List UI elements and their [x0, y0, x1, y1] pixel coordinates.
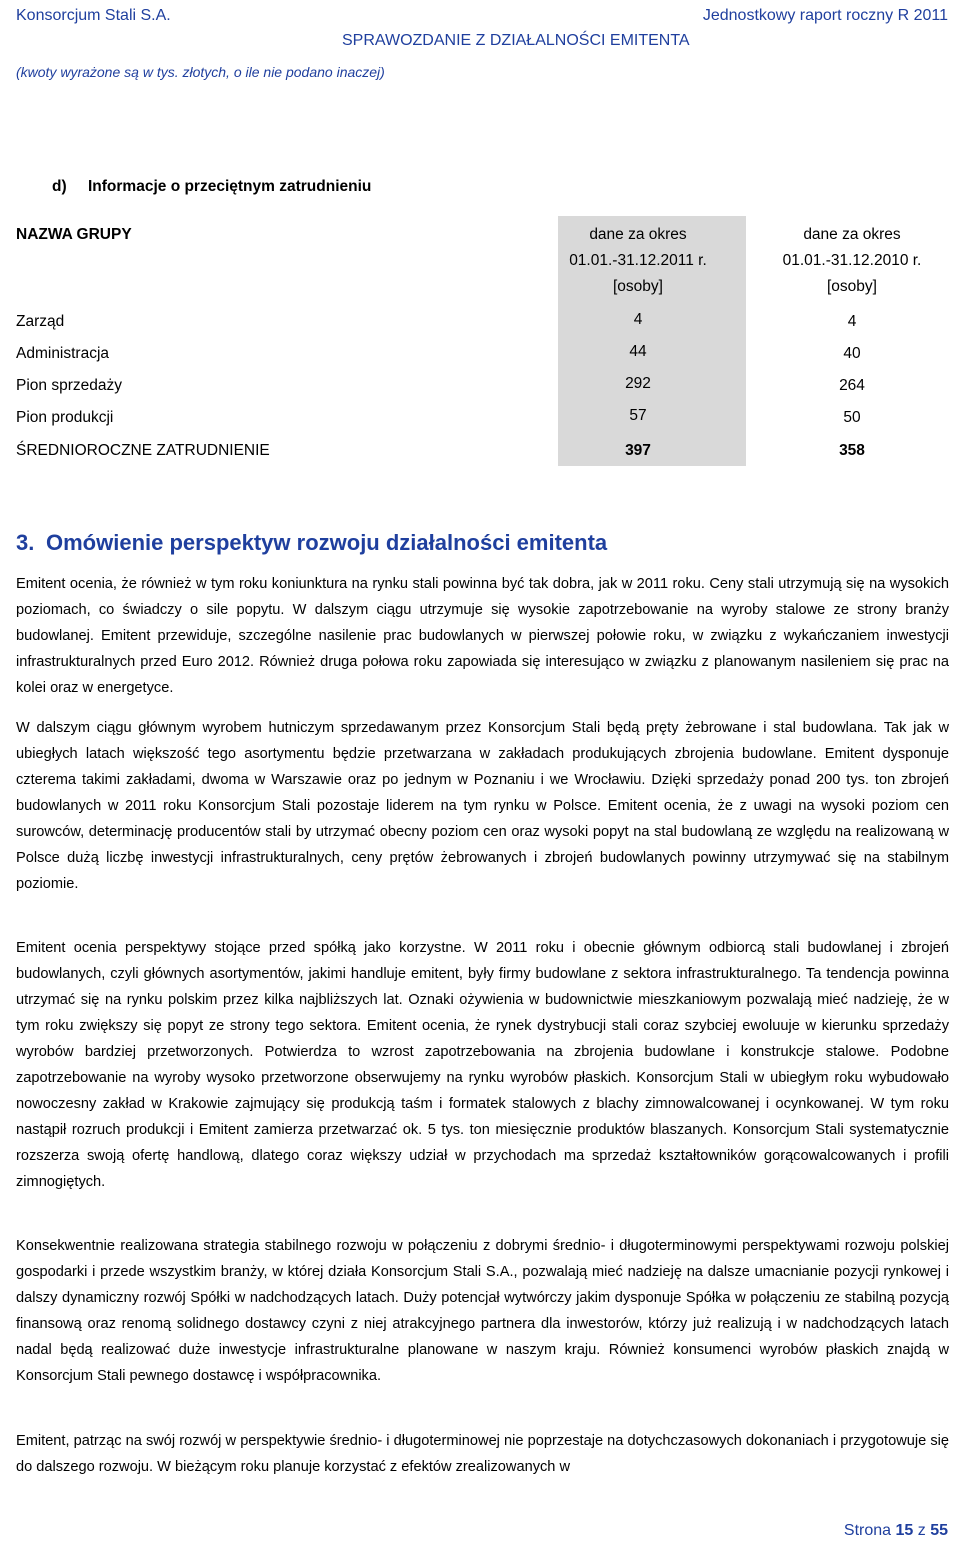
- column-header-2010-line3: [osoby]: [827, 278, 877, 295]
- table-cell-2010: 50: [843, 409, 861, 426]
- table-cell-2010: 264: [839, 377, 865, 394]
- table-row-label: Administracja: [16, 345, 110, 362]
- column-header-2010-line2: 01.01.-31.12.2010 r.: [782, 252, 922, 269]
- paragraph: Emitent ocenia perspektywy stojące przed spółką jako korzystne. W 2011 roku i obecnie głównym odbiorcą stali budowlanej i zbrojeń budowlanych, czyli głównych asortymentów, jakimi handluje emitent, były firmy budowlane z sektora infrastrukturalnego. Ta tendencja powinna utrzymać się na rynku polskim przez kilka najbliższych lat. Oznaki ożywienia w budownictwie mieszkaniowym pozwalają mieć nadzieję, że w tym roku zwiększy się popyt ze strony tego sektora. Emitent ocenia, że rynek dystrybucji stali coraz szybciej ewoluuje w kierunku sprzedaży wyrobów bardziej przetworzonych. Potwierdza to wzrost zapotrzebowania na zbrojenia budowlane i konstrukcje stalowe. Podobne zapotrzebowanie na wyroby wysoko przetworzone obserwujemy na rynku wyrobów płaskich. Konsorcjum Stali w ubiegłym roku wybudowało nowoczesny zakład w Krakowie zajmujący się produkcją taśm i formatek stalowych z blachy zimnowalcowanej i ocynkowanej. W tym roku nastąpił rozruch produkcji i Emitent zamierza przetwarzać ok. 5 tys. ton miesięcznie produktów blaszanych. Konsorcjum Stali systematycznie rozszerza swoją ofertę handlową, dlatego coraz większy udział w przychodach ma sprzedaż kształtowników gorącowalcowanych i profili zimnogiętych.: [16, 940, 949, 1190]
- table-cell-2011: 292: [625, 375, 651, 392]
- section-title: Omówienie perspektyw rozwoju działalności emitenta: [46, 530, 608, 555]
- column-header-2010: [772, 222, 932, 300]
- table-row-label: Pion sprzedaży: [16, 377, 122, 394]
- page-separator: z: [917, 1522, 926, 1539]
- report-title: Jednostkowy raport roczny R 2011: [702, 7, 948, 24]
- employment-title: Informacje o przeciętnym zatrudnieniu: [88, 178, 372, 195]
- employment-label: d): [52, 178, 67, 195]
- paragraph: Konsekwentnie realizowana strategia stabilnego rozwoju w połączeniu z dobrymi średnio- i długoterminowymi perspektywami rozwoju polskiej gospodarki i przede wszystkim branży, w której działa Konsorcjum Stali S.A., pozwalają mieć nadzieję na dalsze umacnianie pozycji rynkowej i dalszy dynamiczny rozwój Spółki w nadchodzących latach. Duży potencjał wytwórczy jakim dysponuje Spółka w połączeniu ze stabilną pozycją finansową oraz renomą solidnego dostawcy czyni z niej atrakcyjnego partnera dla inwestorów, którzy już realizują i w nadchodzących latach nadal będą realizować duże inwestycje infrastrukturalne planowane w naszym kraju. Również konsumenci wyrobów płaskich znajdą w Konsorcjum Stali pewnego dostawcę i współpracownika.: [16, 1238, 949, 1384]
- table-cell-2011: 44: [629, 343, 647, 360]
- paragraph: Emitent ocenia, że również w tym roku koniunktura na rynku stali powinna być tak dobra, jak w 2011 roku. Ceny stali utrzymują się na wysokich poziomach, co świadczy o sile popytu. W dalszym ciągu utrzymuje się wysokie zapotrzebowanie na wyroby stalowe ze strony branży budowlanej. Emitent przewiduje, szczególne nasilenie prac budowlanych w pierwszej połowie roku, w związku z wykańczaniem inwestycji infrastrukturalnych przed Euro 2012. Również druga połowa roku zapowiada się interesująco w związku z planowanym nasileniem się prac na kolei oraz w energetyce.: [16, 576, 949, 696]
- company-name: Konsorcjum Stali S.A.: [16, 7, 171, 24]
- paragraph: W dalszym ciągu głównym wyrobem hutniczym sprzedawanym przez Konsorcjum Stali będą pręty żebrowane i stal budowlana. Tak jak w ubiegłych latach większość tego asortymentu będzie przetwarzana w zakładach produkujących zbrojenia budowlane. Emitent dysponuje czterema takimi zakładami, dwoma w Warszawie oraz po jednym w Poznaniu i we Wrocławiu. Dzięki sprzedaży ponad 200 tys. ton zbrojeń budowlanych w 2011 roku Konsorcjum Stali pozostaje liderem na tym rynku w Polsce. Emitent ocenia, że z uwagi na wysoki poziom cen surowców, determinację producentów stali by utrzymać obecny poziom cen oraz wysoki popyt na stal budowlaną ze względu na realizowaną w Polsce dużą liczbę inwestycji infrastrukturalnych, ceny prętów żebrowanych i zbrojeń budowlanych powinny utrzymywać się na stabilnym poziomie.: [16, 720, 949, 892]
- total-row-label: ŚREDNIOROCZNE ZATRUDNIENIE: [16, 442, 270, 459]
- section-heading: [16, 530, 607, 556]
- total-2010: 358: [839, 442, 865, 459]
- page-current: 15: [895, 1522, 914, 1539]
- table-cell-2010: 4: [847, 313, 857, 330]
- column-header-2010-line1: dane za okres: [803, 226, 901, 243]
- units-note: (kwoty wyrażone są w tys. złotych, o ile nie podano inaczej): [16, 64, 385, 80]
- column-header-2011-line2: 01.01.-31.12.2011 r.: [569, 252, 707, 269]
- column-header-2011: [558, 222, 718, 300]
- table-cell-2011: 4: [633, 311, 643, 328]
- table-cell-2010: 40: [843, 345, 861, 362]
- column-header-2011-line3: [osoby]: [613, 278, 663, 295]
- paragraph: Emitent, patrząc na swój rozwój w perspektywie średnio- i długoterminowej nie poprzestaje na dotychczasowych dokonaniach i przygotowuje się do dalszego rozwoju. W bieżącym roku planuje korzystać z efektów zrealizowanych w: [16, 1433, 949, 1475]
- table-row-label: Pion produkcji: [16, 409, 114, 426]
- page-total: 55: [930, 1522, 948, 1539]
- section-header: SPRAWOZDANIE Z DZIAŁALNOŚCI EMITENTA: [342, 32, 690, 49]
- column-header-2011-line1: dane za okres: [589, 226, 687, 243]
- table-cell-2011: 57: [629, 407, 647, 424]
- page-label: Strona: [843, 1522, 892, 1539]
- employment-heading: [52, 178, 371, 196]
- section-number: 3.: [16, 530, 35, 555]
- table-row-label: Zarząd: [16, 313, 65, 330]
- group-column-header: NAZWA GRUPY: [16, 226, 132, 243]
- page-number: [844, 1522, 948, 1540]
- total-2011: 397: [625, 442, 651, 459]
